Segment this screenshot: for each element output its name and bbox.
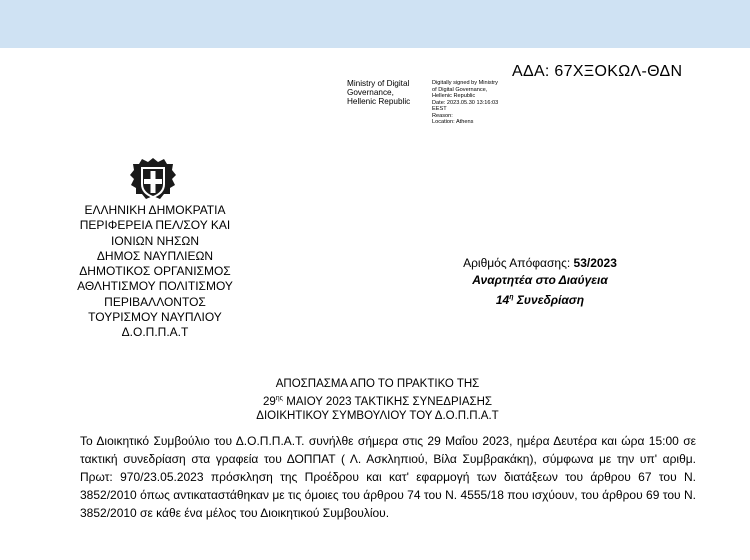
issuer-line: ΔΗΜΟΤΙΚΟΣ ΟΡΓΑΝΙΣΜΟΣ (79, 264, 231, 279)
signature-detail-line: Hellenic Republic (432, 93, 476, 99)
signer-line: Governance, (347, 88, 394, 97)
issuer-line: Δ.Ο.Π.Π.Α.Τ (121, 325, 189, 340)
issuer-line: ΔΗΜΟΣ ΝΑΥΠΛΙΕΩΝ (96, 248, 214, 263)
signature-detail-line: Location: Athens (432, 119, 474, 125)
issuer-line: ΙΟΝΙΩΝ ΝΗΣΩΝ (110, 233, 200, 248)
signature-detail-line: EEST (432, 106, 447, 112)
decision-posting: Αναρτητέα στο Διαύγεια (472, 273, 608, 287)
signature-signer (347, 79, 429, 106)
session-number: 14 (495, 293, 510, 307)
signature-detail-line: of Digital Governance, (432, 86, 488, 93)
signature-detail-line: Reason: (432, 112, 453, 119)
signer-line: Hellenic Republic (347, 97, 411, 106)
signature-detail-line: Digitally signed by Ministry (432, 80, 498, 86)
issuer-line: ΠΕΡΙΦΕΡΕΙΑ ΠΕΛ/ΣΟΥ ΚΑΙ (79, 218, 231, 233)
session-label: Συνεδρίαση (513, 293, 585, 307)
coat-of-arms-icon (127, 154, 179, 206)
extract-day: 29 (262, 395, 276, 408)
extract-line (205, 392, 550, 409)
extract-line: ΔΙΟΙΚΗΤΙΚΟΥ ΣΥΜΒΟΥΛΙΟΥ ΤΟΥ Δ.Ο.Π.Π.Α.Τ (256, 409, 499, 422)
decision-session (440, 289, 640, 309)
body-paragraph: Το Διοικητικό Συμβούλιο του Δ.Ο.Π.Π.Α.Τ. συνήλθε σήμερα στις 29 Μαΐου 2023, ημέρα Δευτέρα και ώρα 15:00 σε τακτική συνεδρίαση στα γραφεία του ΔΟΠΠΑΤ ( Λ. Ασκληπιού, Βίλα Συμβρακάκη), σύμφωνα με την υπ' αριθμ. Πρωτ: 970/23.05.2023 πρόσκληση της Προέδρου και κατ' εφαρμογή των διατάξεων του άρθρου 67 του Ν. 3852/2010 όπως αντικαταστάθηκαν με τις όμοιες του άρθρου 74 του Ν. 4555/18 που ισχύουν, του άρθρου 69 του Ν. 3852/2010 σε κάθε ένα μέλος του Διοικητικού Συμβουλίου. (80, 434, 696, 520)
issuer-line: ΤΟΥΡΙΣΜΟΥ ΝΑΥΠΛΙΟΥ (88, 310, 222, 325)
signer-line: Ministry of Digital (347, 79, 410, 88)
decision-number-value: 53/2023 (573, 256, 617, 270)
top-bar (0, 0, 750, 48)
extract-day-sup: ης (275, 394, 284, 402)
ada-label: ΑΔΑ: 67ΧΞΟΚΩΛ-ΘΔΝ (512, 63, 683, 80)
decision-block (440, 255, 640, 309)
issuer-line: ΕΛΛΗΝΙΚΗ ΔΗΜΟΚΡΑΤΙΑ (84, 203, 226, 217)
signature-details (432, 80, 532, 126)
signature-detail-line: Date: 2023.05.30 13:16:03 (432, 99, 499, 106)
issuer-block (60, 203, 250, 341)
extract-title (205, 377, 550, 423)
extract-line: ΑΠΟΣΠΑΣΜΑ ΑΠΟ ΤΟ ΠΡΑΚΤΙΚΟ ΤΗΣ (275, 378, 480, 390)
extract-date-rest: ΜΑΙΟΥ 2023 ΤΑΚΤΙΚΗΣ ΣΥΝΕΔΡΙΑΣΗΣ (283, 395, 493, 408)
decision-number-label: Αριθμός Απόφασης: (463, 256, 574, 270)
issuer-line: ΑΘΛΗΤΙΣΜΟΥ ΠΟΛΙΤΙΣΜΟΥ (77, 279, 233, 294)
issuer-line: ΠΕΡΙΒΑΛΛΟΝΤΟΣ (104, 294, 206, 309)
decision-number (440, 255, 640, 272)
session-sup: η (509, 294, 514, 301)
